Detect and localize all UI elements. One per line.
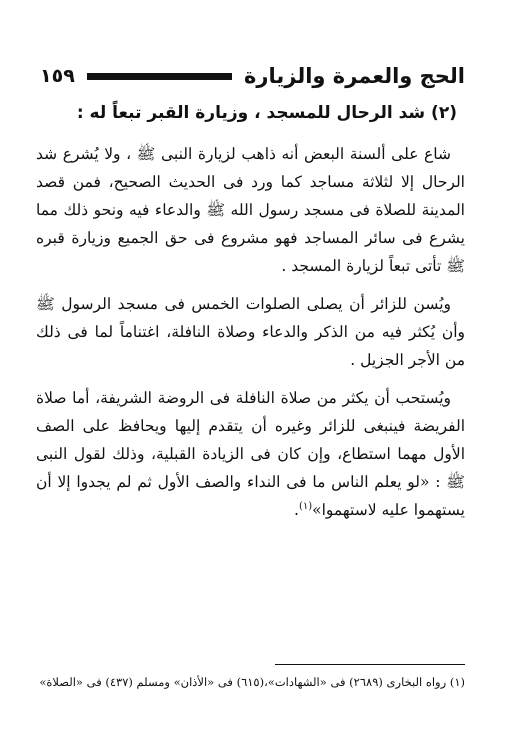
footnote-rule <box>275 664 465 665</box>
running-header <box>40 58 465 94</box>
paragraph-2: ويُسن للزائر أن يصلى الصلوات الخمس فى مسجد الرسول ﷺ وأن يُكثر فيه من الذكر والدعاء وصلاة النافلة، اغتناماً لما فى ذلك من الأجر الجزيل . <box>36 295 465 369</box>
page-number: ١٥٩ <box>40 65 75 87</box>
paragraph-3-text: ويُستحب أن يكثر من صلاة النافلة فى الروضة الشريفة، أما صلاة الفريضة فينبغى للزائر وغيره أن يتقدم إليها ويحافظ على الصف الأول مهما استطاع، وإن كان فى الزيادة القبلية، وذلك لقول النبى ﷺ : «لو يعلم الناس ما فى النداء والصف الأول ثم لم يجدوا إلا أن يستهموا عليه لاستهموا» <box>36 389 465 519</box>
section-heading: (٢) شد الرحال للمسجد ، وزيارة القبر تبعاً له : <box>76 103 457 123</box>
footnote-marker: (١) <box>298 500 313 512</box>
header-title: الحج والعمرة والزيارة <box>244 64 465 88</box>
paragraph-3 <box>36 384 465 524</box>
footnotes <box>36 672 465 692</box>
header-rule <box>87 73 232 80</box>
footnote-1: (١) رواه البخارى (٢٦٨٩) فى «الشهادات»،(٦١٥) فى «الأذان» ومسلم (٤٣٧) فى «الصلاة» <box>39 675 465 689</box>
paragraph-3-end: . <box>294 501 299 519</box>
body-text <box>36 140 465 534</box>
paragraph-1: شاع على ألسنة البعض أنه ذاهب لزيارة النبى ﷺ ، ولا يُشرع شد الرحال إلا لثلاثة مساجد كما ورد فى الحديث الصحيح، فمن قصد المدينة للصلاة فى مسجد رسول الله ﷺ والدعاء فيه ونحو ذلك مما يشرع فى سائر المساجد فهو مشروع فى حق الجميع وزيارة قبره ﷺ تأتى تبعاً لزيارة المسجد . <box>36 145 465 275</box>
